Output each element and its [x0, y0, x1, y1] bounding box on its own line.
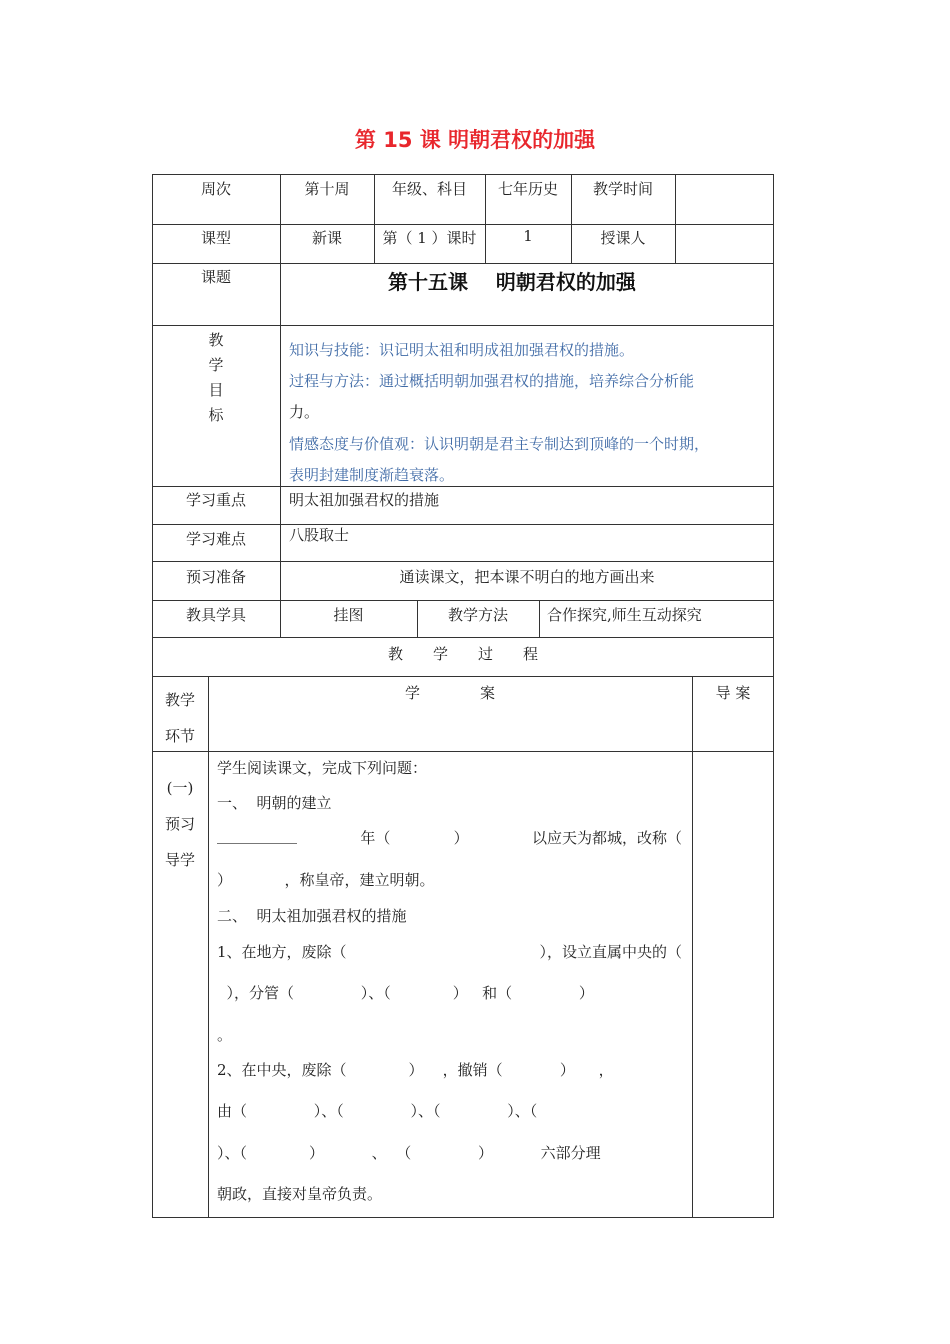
key-point-value: 明太祖加强君权的措施 — [289, 491, 440, 509]
teacher-label: 授课人 — [600, 229, 646, 247]
heading-ming-founding: 一、 明朝的建立 — [217, 794, 332, 812]
method-label: 教学方法 — [447, 606, 508, 624]
type-value: 新课 — [311, 229, 342, 247]
line-conclusion: 朝政，直接对皇帝负责。 — [217, 1185, 383, 1203]
period-label: 第（ 1 ）课时 — [382, 229, 477, 247]
difficulty-label: 学习难点 — [185, 530, 246, 548]
difficulty-value: 八股取士 — [289, 526, 350, 544]
line-period: 。 — [217, 1026, 233, 1044]
instruction-line: 学生阅读课文，完成下列问题： — [217, 759, 428, 777]
blank-line-emperor: ） ，称皇帝，建立明朝。 — [217, 871, 435, 889]
topic-label: 课题 — [200, 268, 231, 286]
objective-attitude-cont: 表明封建制度渐趋衰落。 — [289, 466, 455, 484]
plan-column-header: 学 案 — [404, 684, 495, 702]
tools-value: 挂图 — [333, 606, 364, 624]
grade-value: 七年历史 — [497, 180, 558, 198]
objective-process-cont: 力。 — [289, 403, 320, 421]
method-value: 合作探究,师生互动探究 — [547, 606, 702, 624]
tools-label: 教具学具 — [185, 606, 246, 624]
week-label: 周次 — [200, 180, 231, 198]
blank-line-six-ministries: ）、（ ） 、 （ ） 六部分理 — [217, 1144, 601, 1162]
key-point-label: 学习重点 — [185, 491, 246, 509]
lesson-title: 第十五课 明朝君权的加强 — [388, 270, 636, 294]
guide-column-header: 导 案 — [715, 684, 751, 702]
heading-measures: 二、 明太祖加强君权的措施 — [217, 907, 407, 925]
objective-knowledge: 知识与技能：识记明太祖和明成祖加强君权的措施。 — [289, 341, 635, 359]
blank-line-local: 1、在地方，废除（ ），设立直属中央的（ — [217, 943, 682, 961]
process-header: 教 学 过 程 — [387, 645, 538, 663]
blank-line-ministries: 由（ ）、（ ）、（ ）、（ — [217, 1102, 538, 1120]
blank-line-central: 2、在中央，废除（ ） ，撤销（ ） ， — [217, 1061, 614, 1079]
type-label: 课型 — [200, 229, 231, 247]
time-label: 教学时间 — [592, 180, 653, 198]
grade-label: 年级、科目 — [391, 180, 467, 198]
period-value: 1 — [523, 227, 533, 245]
stage-preview: (一) 预习 导学 — [164, 779, 195, 869]
blank-line-founding: 年（ ） 以应天为都城，改称（ — [217, 827, 682, 848]
page-title: 第 15 课 明朝君权的加强 — [354, 128, 596, 152]
stage-column-header: 教学 环节 — [164, 691, 195, 745]
objective-attitude: 情感态度与价值观：认识明朝是君主专制达到顶峰的一个时期， — [289, 435, 710, 453]
week-value: 第十周 — [304, 180, 350, 198]
answer-blank[interactable] — [217, 831, 297, 844]
blank-line-divisions: ），分管（ ）、（ ） 和（ ） — [217, 984, 594, 1002]
objectives-label: 教 学 目 标 — [208, 331, 224, 424]
preparation-label: 预习准备 — [185, 568, 246, 586]
objective-process: 过程与方法：通过概括明朝加强君权的措施，培养综合分析能 — [289, 372, 695, 390]
preparation-value: 通读课文，把本课不明白的地方画出来 — [399, 568, 655, 586]
